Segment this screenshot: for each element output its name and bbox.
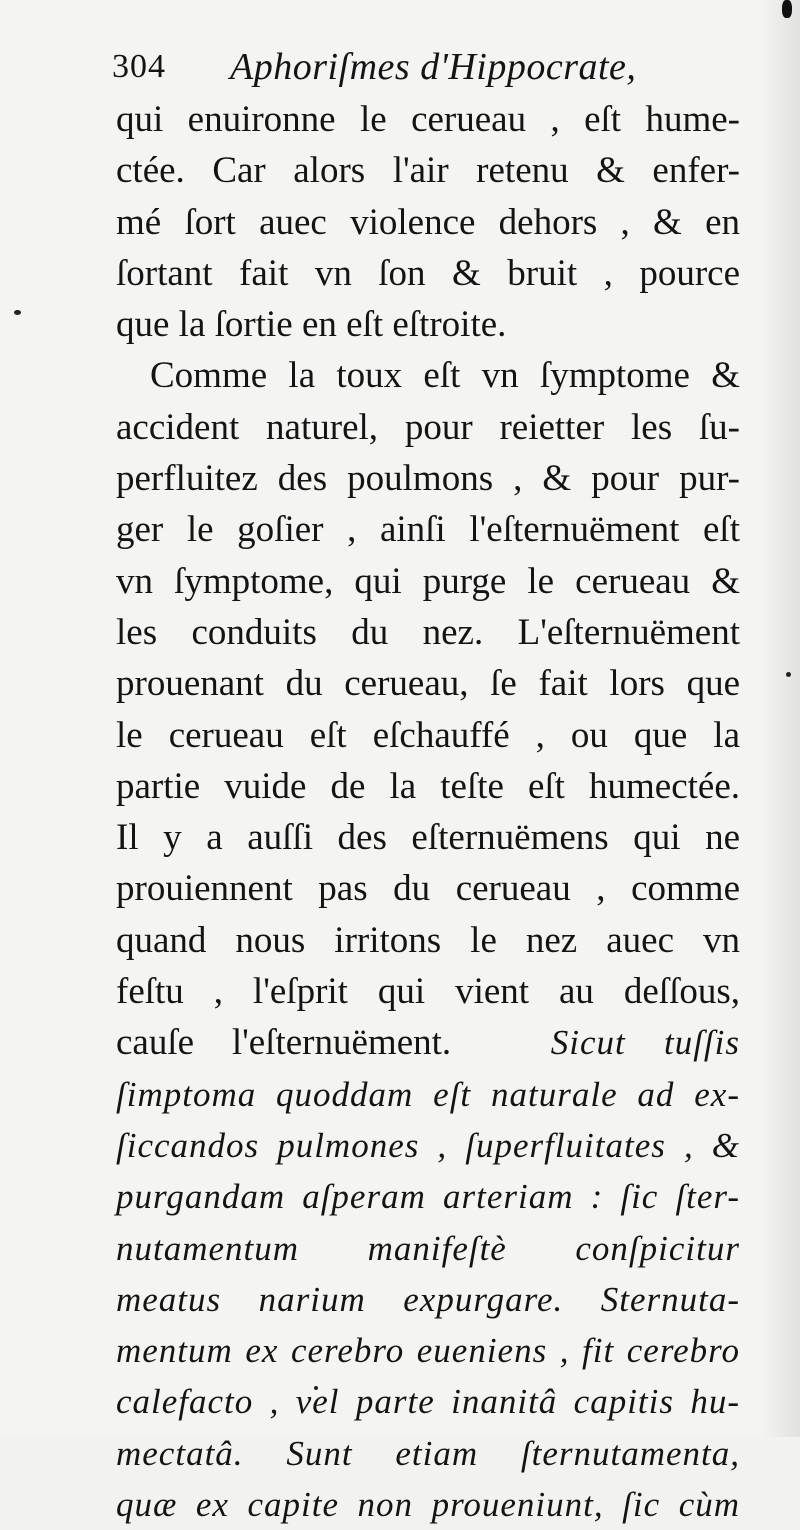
latin-fragment: Sicut tuſſis [550,1023,740,1063]
latin-line: mectatâ. Sunt etiam ſternutamenta, [116,1433,740,1473]
text-line: prouenant du cerueau, ſe fait lors que [116,663,740,705]
body-text [116,94,740,1530]
text-line-mixed [116,1017,740,1068]
text-line: quand nous irritons le nez auec vn [116,919,740,961]
running-header [112,42,752,92]
text-line: ger le goſier , ainſi l'eſternuëment eſt [116,509,740,551]
text-line: feſtu , l'eſprit qui vient au deſſous, [116,971,740,1013]
text-line: prouiennent pas du cerueau , comme [116,868,740,910]
text-line: perfluitez des poulmons , & pour pur- [116,458,740,500]
page-number: 304 [112,48,166,85]
text-line: mé ſort auec violence dehors , & en [116,201,740,243]
latin-line: meatus narium expurgare. Sternuta- [116,1279,740,1319]
page-edge-shadow [760,0,800,1437]
text-line: Il y a auſſi des eſternuëmens qui ne [116,817,740,859]
paper-speck [786,672,791,677]
text-line: ctée. Car alors l'air retenu & enfer- [116,150,740,192]
text-line: partie vuide de la teſte eſt humectée. [116,765,740,807]
text-line: le cerueau eſt eſchauffé , ou que la [116,714,740,756]
text-line: que la ſortie en eſt eſtroite. [116,304,507,346]
latin-line: purgandam aſperam arteriam : ſic ſter- [116,1177,740,1217]
text-line: ſortant fait vn ſon & bruit , pource [116,252,740,294]
latin-line: ſiccandos pulmones , ſuperfluitates , & [116,1125,740,1165]
text-line: Comme la toux eſt vn ſymptome & [150,355,740,397]
latin-line: nutamentum manifeſtè conſpicitur [116,1228,740,1268]
french-fragment: cauſe l'eſternuëment. [116,1022,452,1064]
latin-line: quæ ex capite non proueniunt, ſic cùm [116,1485,740,1525]
ink-blot [782,0,792,18]
paper-speck [14,310,21,315]
latin-line: calefacto , vel parte inanitâ capitis hu- [116,1382,740,1422]
text-line: les conduits du nez. L'eſternuëment [116,611,740,653]
text-line: qui enuironne le cerueau , eſt hume- [116,99,740,140]
text-line: accident naturel, pour reietter les ſu- [116,406,740,448]
latin-line: mentum ex cerebro eueniens , fit cerebro [116,1331,740,1371]
latin-line: ſimptoma quoddam eſt naturale ad ex- [116,1074,740,1114]
running-title: Aphoriſmes d'Hippocrate, [230,46,637,88]
text-line: vn ſymptome, qui purge le cerueau & [116,560,740,602]
